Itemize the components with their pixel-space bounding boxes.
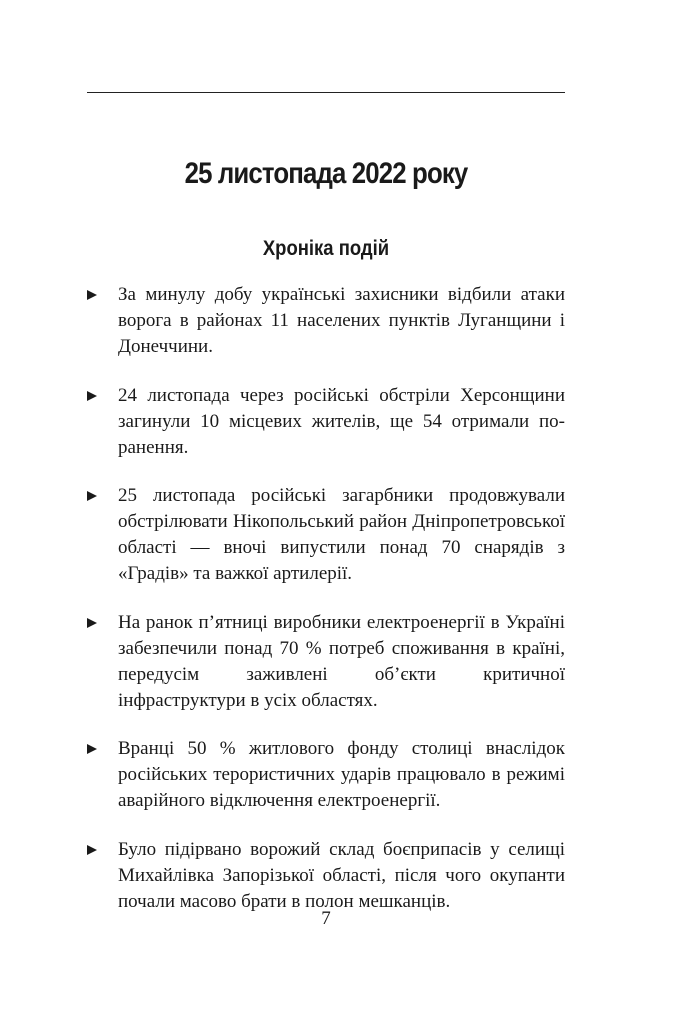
page-number: 7 xyxy=(321,908,331,929)
page-title: 25 листопада 2022 року xyxy=(184,157,468,190)
triangle-bullet-icon xyxy=(87,744,97,754)
list-item-text: 25 листопада російські загарбники продовжували обстрілювати Нікопольський район Дніпропетровської області — вночі випустили понад 70 снарядів з «Градів» та важкої артилерії. xyxy=(118,485,565,584)
list-item-text: Було підірвано ворожий склад боєприпасів у селищі Михайлівка Запорізької області, після чого окупанти почали масово брати в полон мешканців. xyxy=(118,838,565,912)
list-item-text: На ранок п’ятниці виробники електроенергії в Україні забезпечили понад 70 % потреб споживання в країні, передусім заживлені об’єкти критичної інфраструктури в усіх областях. xyxy=(118,611,565,711)
list-item-text: Вранці 50 % житлового фонду столиці внаслідок російських терористичних ударів працювало в режимі аварійного відключення електроенергії. xyxy=(118,738,565,811)
list-item xyxy=(87,736,565,814)
list-item xyxy=(87,383,565,461)
list-item xyxy=(87,483,565,587)
triangle-bullet-icon xyxy=(87,618,97,628)
header-rule xyxy=(87,92,565,93)
list-item-text: За минулу добу українські захисники відбили атаки ворога в районах 11 населених пунктів Луганщини і Донеччини. xyxy=(118,284,565,357)
event-list xyxy=(87,282,565,937)
list-item-text: 24 листопада через російські обстріли Херсонщини загинули 10 місцевих жителів, ще 54 отримали поранення. xyxy=(118,384,565,458)
list-item xyxy=(87,837,565,915)
triangle-bullet-icon xyxy=(87,491,97,501)
triangle-bullet-icon xyxy=(87,290,97,300)
list-item xyxy=(87,282,565,360)
list-item xyxy=(87,610,565,714)
section-subtitle: Хроніка подій xyxy=(262,237,390,260)
triangle-bullet-icon xyxy=(87,391,97,401)
triangle-bullet-icon xyxy=(87,845,97,855)
